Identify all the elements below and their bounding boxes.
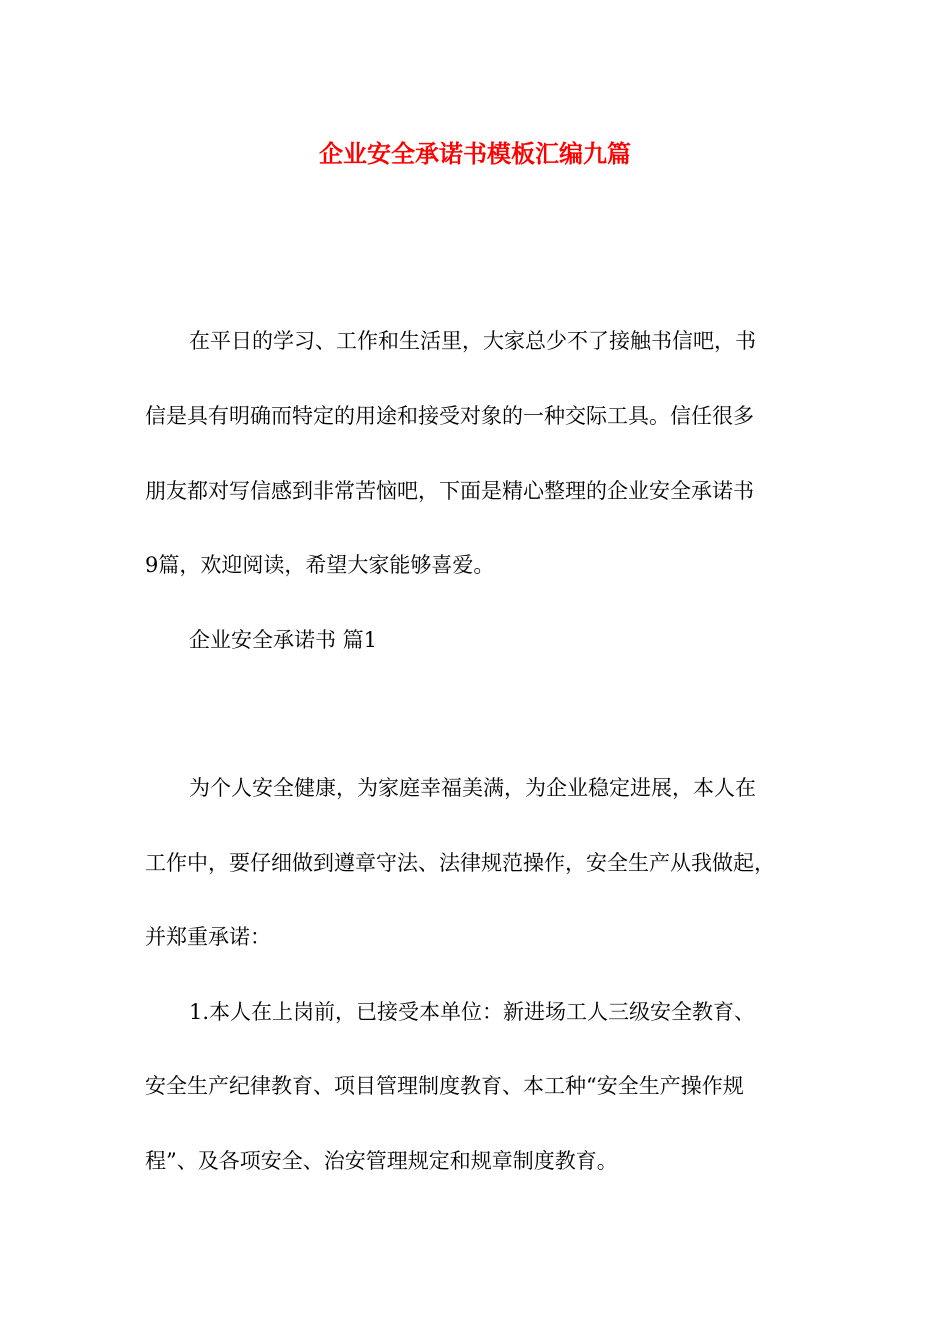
paragraph-line: 工作中，要仔细做到遵章守法、法律规范操作，安全生产从我做起， [145,851,775,875]
list-item-line: 安全生产纪律教育、项目管理制度教育、本工种“安全生产操作规 [145,1074,744,1098]
intro-line: 朋友都对写信感到非常苦恼吧，下面是精心整理的企业安全承诺书 [145,479,754,503]
list-item-line: 1.本人在上岗前，已接受本单位：新进场工人三级安全教育、 [189,1000,756,1024]
intro-line: 信是具有明确而特定的用途和接受对象的一种交际工具。信任很多 [145,404,754,428]
section-heading: 企业安全承诺书 篇1 [189,628,378,652]
intro-line: 9篇，欢迎阅读，希望大家能够喜爱。 [145,553,495,577]
intro-line: 在平日的学习、工作和生活里，大家总少不了接触书信吧，书 [189,329,756,353]
paragraph-line: 并郑重承诺： [145,925,271,949]
document-title: 企业安全承诺书模板汇编九篇 [319,139,631,168]
list-item-line: 程”、及各项安全、治安管理规定和规章制度教育。 [145,1149,618,1173]
paragraph-line: 为个人安全健康，为家庭幸福美满，为企业稳定进展，本人在 [189,776,756,800]
